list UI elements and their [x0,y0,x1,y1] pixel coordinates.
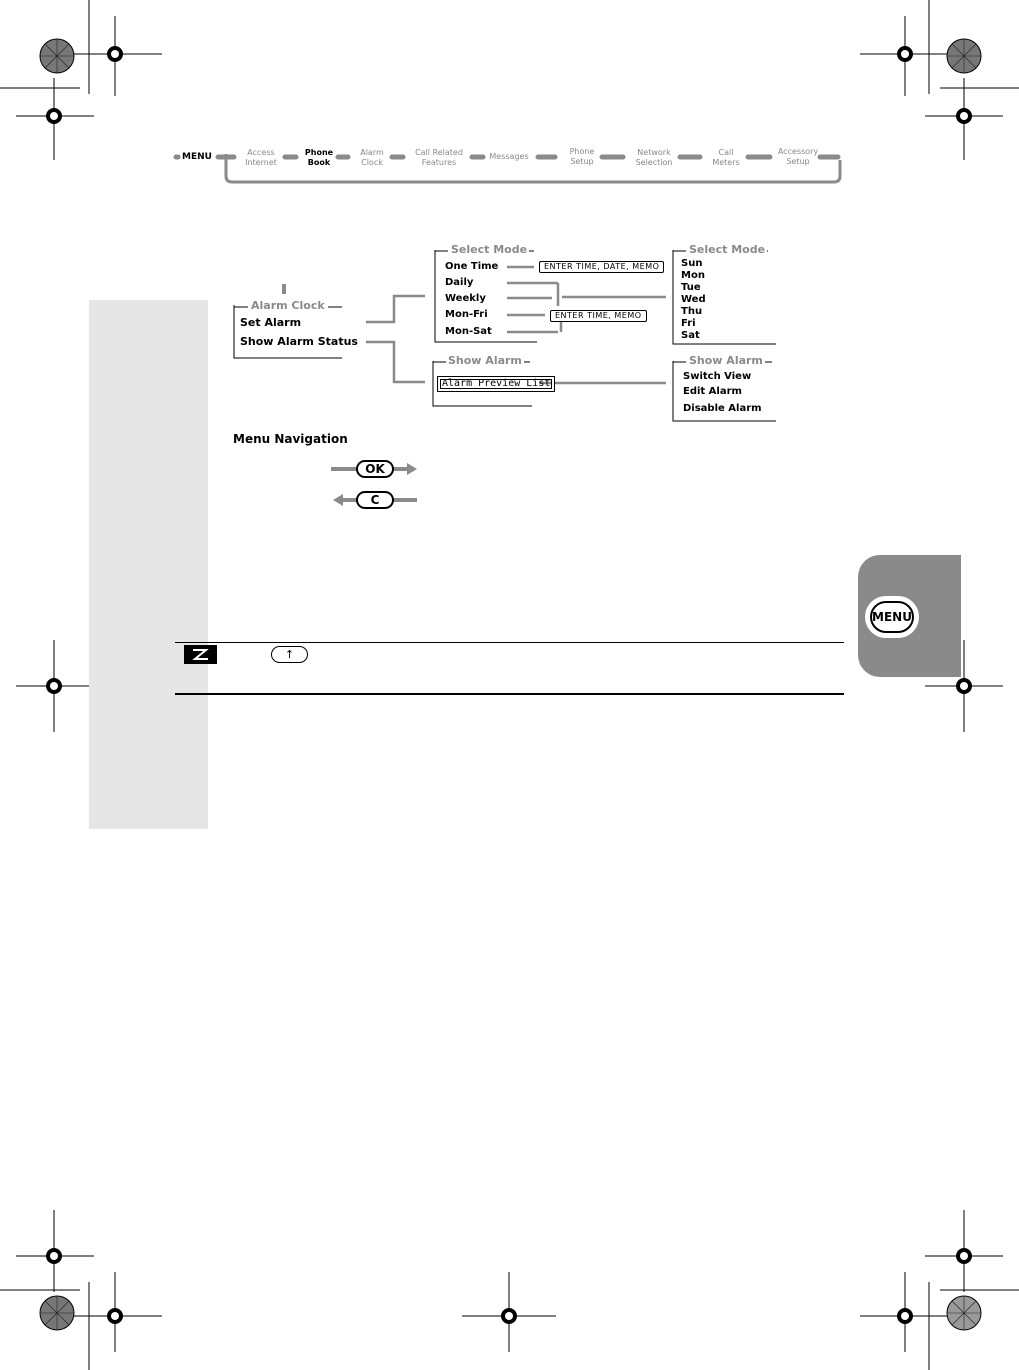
note-bottom-rule [175,693,844,695]
day-item: Sun [681,258,703,269]
top-nav-menu-label: MENU [182,152,212,162]
set-alarm-item: Set Alarm [240,316,302,329]
up-arrow-key: ↑ [271,646,308,663]
one-time-item: One Time [445,261,499,272]
daily-item: Daily [445,277,474,288]
day-item: Fri [681,318,696,329]
weekly-item: Weekly [445,293,486,304]
top-nav-item-phone-book: Phone Book [304,148,334,167]
switch-view-item: Switch View [683,371,752,382]
top-nav-item-network-selection: Network Selection [635,148,673,167]
note-top-rule [175,642,844,643]
top-nav-item-phone-setup: Phone Setup [569,147,595,166]
alarm-clock-heading: Alarm Clock [251,299,325,312]
note-icon [184,645,217,664]
enter-time-memo-hint: ENTER TIME, MEMO [550,310,647,322]
top-nav-item-access-internet: Access Internet [245,148,277,167]
menu-tab-button [865,596,919,638]
day-item: Thu [681,306,703,317]
edit-alarm-item: Edit Alarm [683,386,742,397]
c-key: C [356,491,394,509]
alarm-preview-list-display: Alarm Preview List [437,376,555,392]
show-alarm-options-heading: Show Alarm [689,354,763,367]
day-item: Sat [681,330,700,341]
top-nav-item-alarm-clock: Alarm Clock [360,148,384,167]
top-nav-item-call-related-features: Call Related Features [415,148,463,167]
enter-time-date-memo-hint: ENTER TIME, DATE, MEMO [539,261,664,273]
top-nav-item-accessory-setup: Accessory Setup [777,147,819,166]
mon-fri-item: Mon-Fri [445,309,488,320]
mon-sat-item: Mon-Sat [445,326,492,337]
select-mode-heading: Select Mode [451,243,528,256]
ok-key: OK [356,460,394,478]
day-item: Wed [681,294,706,305]
day-item: Mon [681,270,705,281]
top-nav-item-call-meters: Call Meters [712,148,740,167]
day-item: Tue [681,282,701,293]
show-alarm-status-item: Show Alarm Status [240,335,358,348]
show-alarm-heading: Show Alarm [448,354,522,367]
menu-tab-label: MENU [870,601,914,633]
top-nav-item-messages: Messages [489,152,529,161]
menu-navigation-title: Menu Navigation [233,432,348,446]
disable-alarm-item: Disable Alarm [683,403,762,414]
select-mode-days-heading: Select Mode [689,243,766,256]
